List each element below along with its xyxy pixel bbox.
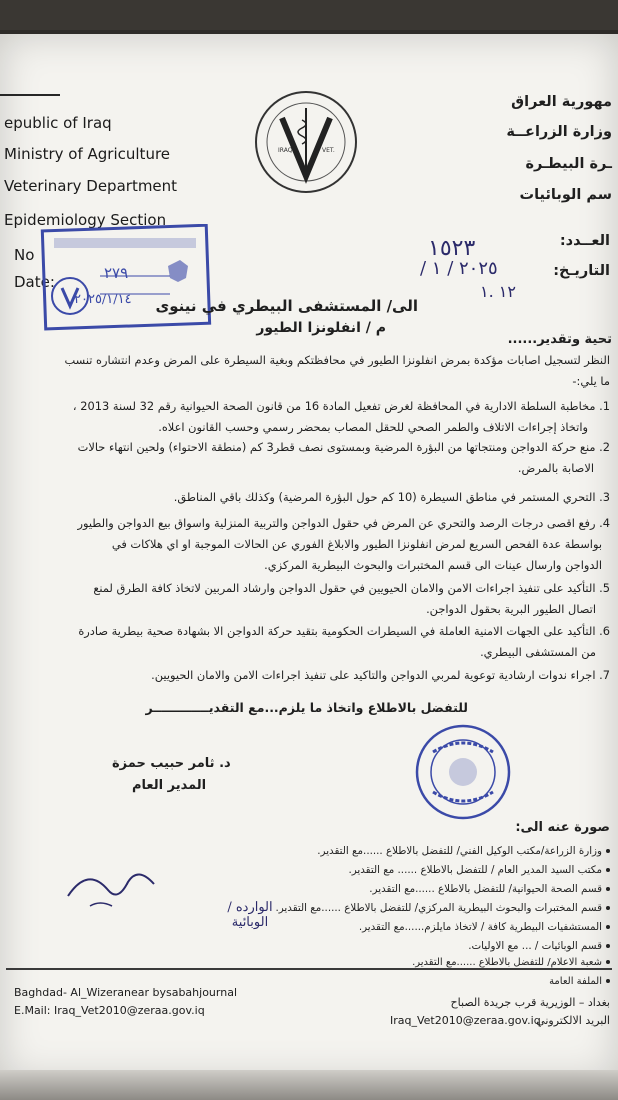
body-line: 3. التحري المستمر في مناطق السيطرة (10 كم حول البؤرة المرضية) وكذلك باقي المناطق. <box>173 490 610 504</box>
body-line: الاصابة بالمرض. <box>517 461 594 475</box>
stamp-top-date: ٢٠٢٥/١/١٤ <box>74 292 132 307</box>
body-line: النظر لتسجيل اصابات مؤكدة بمرض انفلونزا الطيور في محافظتكم وبغية السيطرة على المرض وعدم انتشاره تنسب <box>64 353 610 367</box>
body-line: 6. التأكيد على الجهات الامنية العاملة في السيطرات الحكومية بتقيد حركة الدواجن الا بشهادة صحية بيطرية صادرة <box>78 624 610 638</box>
greeting: تحية وتقدير...... <box>507 332 612 347</box>
header-en-no-label: No <box>14 246 35 264</box>
signatory-title: المدير العام <box>132 778 207 793</box>
cc-item: قسم الوبائيات / ... مع الاوليات. <box>468 940 610 952</box>
header-en-date-label: Date: <box>14 273 55 291</box>
closing-line: للتفضل بالاطلاع واتخاذ ما يلزم...مع التقديـــــــــــــر <box>145 700 468 715</box>
ministry-seal-logo <box>252 88 360 196</box>
footer-email-en: E.Mail: Iraq_Vet2010@zeraa.gov.iq <box>14 1004 205 1017</box>
footer-rule <box>6 968 612 970</box>
body-line: 5. التأكيد على تنفيذ اجراءات الامن والامان الحيويين في حقول الدواجن وارشاد المربين لاتخاذ كافة الطرق لمنع <box>93 581 610 595</box>
body-line: الدواجن وارسال عينات الى قسم المختبرات والبحوث البيطرية المركزي. <box>264 558 602 572</box>
header-ar-number-label: العــدد: <box>559 233 610 249</box>
footer-address-en: Baghdad- Al_Wizeranear bysabahjournal <box>14 986 238 999</box>
handwritten-number: ١٥٢٣ <box>428 236 476 261</box>
body-line: بواسطة عدة الفحص السريع لمرض انفلونزا الطيور والابلاغ الفوري عن الحالات الموجبة او اي هلاكات في <box>111 537 602 551</box>
body-line: ما يلي:- <box>572 374 610 388</box>
cc-item: الملفة العامة <box>549 976 610 987</box>
header-en-country: epublic of Iraq <box>4 114 112 132</box>
signatory-name: د. ثامر حبيب حمزة <box>112 756 231 771</box>
header-ar-section: سم الوبائيات <box>519 187 612 203</box>
header-rule-left <box>0 94 60 96</box>
body-line: اتصال الطيور البرية بحقول الدواجن. <box>426 602 596 616</box>
header-en-department: Veterinary Department <box>4 177 178 195</box>
body-line: واتخاذ إجراءات الاتلاف والطمر الصحي للحقل المصاب بمحضر رسمي وحسب القانون اعلاه. <box>158 420 588 434</box>
body-line: من المستشفى البيطري. <box>480 645 596 659</box>
header-en-section: Epidemiology Section <box>4 211 167 229</box>
handwritten-month: ١٢ .١ <box>480 282 516 301</box>
body-line: 4. رفع اقصى درجات الرصد والتحري عن المرض في حقول الدواجن والتربية المنزلية واسواق بيع الدواجن والطيور <box>77 516 610 530</box>
header-ar-country: مهورية العراق <box>511 94 612 110</box>
cc-item: قسم المختبرات والبحوث البيطرية المركزي/ للتفضل بالاطلاع ......مع التقدير. <box>275 902 610 914</box>
svg-text:VET.: VET. <box>322 147 335 154</box>
footer-email-ar-label: البريد الالكتروني <box>536 1014 610 1027</box>
body-line: 7. اجراء ندوات ارشادية توعوية لمربي الدواجن والتاكيد على تنفيذ اجراءات الامن والامان الحيويين. <box>151 668 610 682</box>
round-official-stamp <box>413 722 513 822</box>
cc-item: وزارة الزراعة/مكتب الوكيل الفني/ للتفضل بالاطلاع ......مع التقدير. <box>317 845 610 857</box>
subject-line: م / انفلونزا الطيور <box>256 320 386 336</box>
cc-heading: صورة عنه الى: <box>515 820 610 835</box>
cc-item: قسم الصحة الحيوانية/ للتفضل بالاطلاع ......مع التقدير. <box>369 883 610 895</box>
cc-item: شعبة الاعلام/ للتفضل بالاطلاع ......مع التقدير. <box>412 957 610 968</box>
svg-text:IRAQ: IRAQ <box>278 147 293 154</box>
header-ar-date-label: التاريـخ: <box>553 263 610 279</box>
footer-email-ar-value: Iraq_Vet2010@zeraa.gov.iq <box>390 1014 541 1027</box>
stamp-top-number: ٢٧٩ <box>104 264 129 282</box>
body-line: 1. مخاطبة السلطة الادارية في المحافظة لغرض تفعيل المادة 16 من قانون الصحة الحيوانية رقم 32 لسنة 2013 ، <box>72 399 610 413</box>
page-bottom-edge <box>0 1070 618 1100</box>
handwritten-note: الوارده / الوبائية <box>227 900 273 930</box>
addressee-to: الى/ المستشفى البيطري في نينوى <box>155 297 418 315</box>
cc-item: المستشفيات البيطرية كافة / لاتخاذ مايلزم......مع التقدير. <box>359 921 610 933</box>
cc-item: مكتب السيد المدير العام / للتفضل بالاطلاع ...... مع التقدير. <box>348 864 610 876</box>
header-ar-department: ـرة البيطـرة <box>525 156 612 172</box>
header-ar-ministry: وزارة الزراعــة <box>506 124 612 140</box>
header-en-ministry: Ministry of Agriculture <box>4 145 171 163</box>
footer-address-ar: بغداد – الوزيرية قرب جريدة الصباح <box>450 996 610 1009</box>
handwritten-date: ٢٠٢٥ / ١ / <box>420 258 498 279</box>
body-line: 2. منع حركة الدواجن ومنتجاتها من البؤرة المرضية وبمستوى نصف قطر3 كم (منطقة الاحتواء) ولحين انتهاء حالات <box>77 440 610 454</box>
handwritten-signature <box>60 856 160 916</box>
